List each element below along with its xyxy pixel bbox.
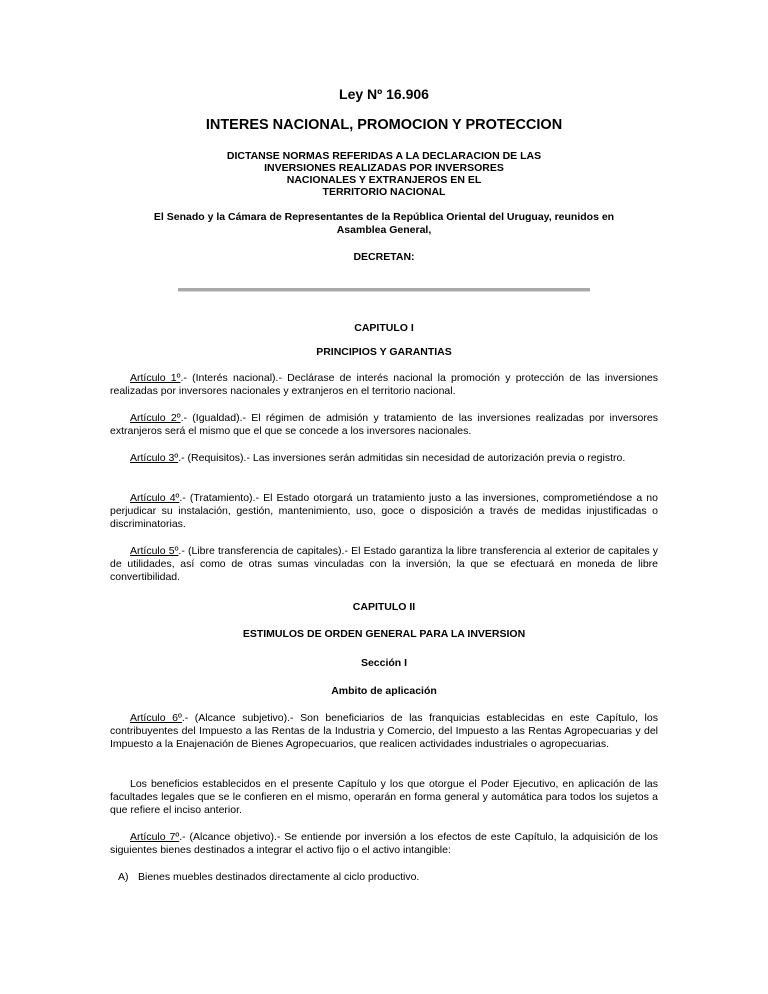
chapter-1-subtitle: PRINCIPIOS Y GARANTIAS bbox=[316, 346, 452, 358]
chapter-2-subtitle: ESTIMULOS DE ORDEN GENERAL PARA LA INVERSION bbox=[242, 628, 526, 640]
preamble bbox=[110, 211, 658, 237]
article-label: Artículo 5º bbox=[130, 545, 179, 557]
section-subtitle: Ambito de aplicación bbox=[331, 685, 437, 697]
article-label: Artículo 3º bbox=[130, 452, 179, 464]
article-6-paragraph-2: Los beneficios establecidos en el presente Capítulo y los que otorgue el Poder Ejecutivo, en aplicación de las facultades legales que se le confieren en el mismo, operarán en forma general y automática para todos los sujetos a que refiere el inciso anterior. bbox=[110, 778, 658, 816]
horizontal-divider bbox=[178, 288, 590, 292]
article-label: Artículo 2º bbox=[130, 412, 181, 424]
subtitle-line: NACIONALES Y EXTRANJEROS EN EL bbox=[286, 174, 482, 186]
main-title: INTERES NACIONAL, PROMOCION Y PROTECCION bbox=[205, 117, 563, 133]
law-subtitle bbox=[110, 150, 658, 198]
subtitle-line: TERRITORIO NACIONAL bbox=[322, 186, 446, 198]
article-text: .- (Tratamiento).- El Estado otorgará un tratamiento justo a las inversiones, comprometiéndose a no perjudicar su instalación, gestión, mantenimiento, uso, goce o disposición a través de medidas injustificadas o discriminatorias. bbox=[110, 492, 658, 530]
decretan-heading: DECRETAN: bbox=[353, 251, 415, 263]
article-7 bbox=[110, 831, 658, 857]
article-6 bbox=[110, 712, 658, 751]
article-text: .- (Alcance subjetivo).- Son beneficiarios de las franquicias establecidas en este Capítulo, los contribuyentes del Impuesto a las Rentas de la Industria y Comercio, del Impuesto a las Rentas Agropecuarias y del Impuesto a la Enajenación de Bienes Agropecuarios, que realicen actividades industriales o agropecuarias. bbox=[110, 712, 658, 750]
article-label: Artículo 6º bbox=[130, 712, 182, 724]
article-2 bbox=[110, 412, 658, 438]
section-title: Sección I bbox=[360, 657, 408, 669]
subtitle-line: INVERSIONES REALIZADAS POR INVERSORES bbox=[264, 162, 504, 174]
chapter-1-title: CAPITULO I bbox=[354, 322, 414, 334]
chapter-2-title: CAPITULO II bbox=[352, 601, 416, 613]
preamble-line: El Senado y la Cámara de Representantes de la República Oriental del Uruguay, reunidos en bbox=[153, 211, 615, 223]
article-text: .- (Libre transferencia de capitales).- El Estado garantiza la libre transferencia al exterior de capitales y de utilidades, así como de otras sumas vinculadas con la inversión, la que se efectuará en moneda de libre convertibilidad. bbox=[110, 545, 658, 583]
subtitle-line: DICTANSE NORMAS REFERIDAS A LA DECLARACION DE LAS bbox=[226, 150, 542, 162]
article-4 bbox=[110, 492, 658, 531]
article-1 bbox=[110, 372, 658, 398]
article-text: .- (Requisitos).- Las inversiones serán admitidas sin necesidad de autorización previa o registro. bbox=[178, 452, 626, 464]
list-item-text: Bienes muebles destinados directamente al ciclo productivo. bbox=[138, 871, 420, 883]
article-label: Artículo 7º bbox=[130, 831, 180, 843]
article-text: .- (Alcance objetivo).- Se entiende por inversión a los efectos de este Capítulo, la adquisición de los siguientes bienes destinados a integrar el activo fijo o el activo intangible: bbox=[110, 831, 658, 856]
list-item-label: A) bbox=[118, 871, 129, 883]
article-label: Artículo 4º bbox=[130, 492, 180, 504]
list-item bbox=[110, 871, 658, 884]
article-3 bbox=[110, 452, 658, 465]
article-text: .- (Igualdad).- El régimen de admisión y tratamiento de las inversiones realizadas por inversores extranjeros será el mismo que el que se concede a los inversores nacionales. bbox=[110, 412, 658, 437]
article-label: Artículo 1º bbox=[130, 372, 181, 384]
preamble-line: Asamblea General, bbox=[336, 224, 432, 236]
article-text: .- (Interés nacional).- Declárase de interés nacional la promoción y protección de las inversiones realizadas por inversores nacionales y extranjeros en el territorio nacional. bbox=[110, 372, 658, 397]
article-5 bbox=[110, 545, 658, 584]
law-title: Ley Nº 16.906 bbox=[339, 86, 429, 102]
